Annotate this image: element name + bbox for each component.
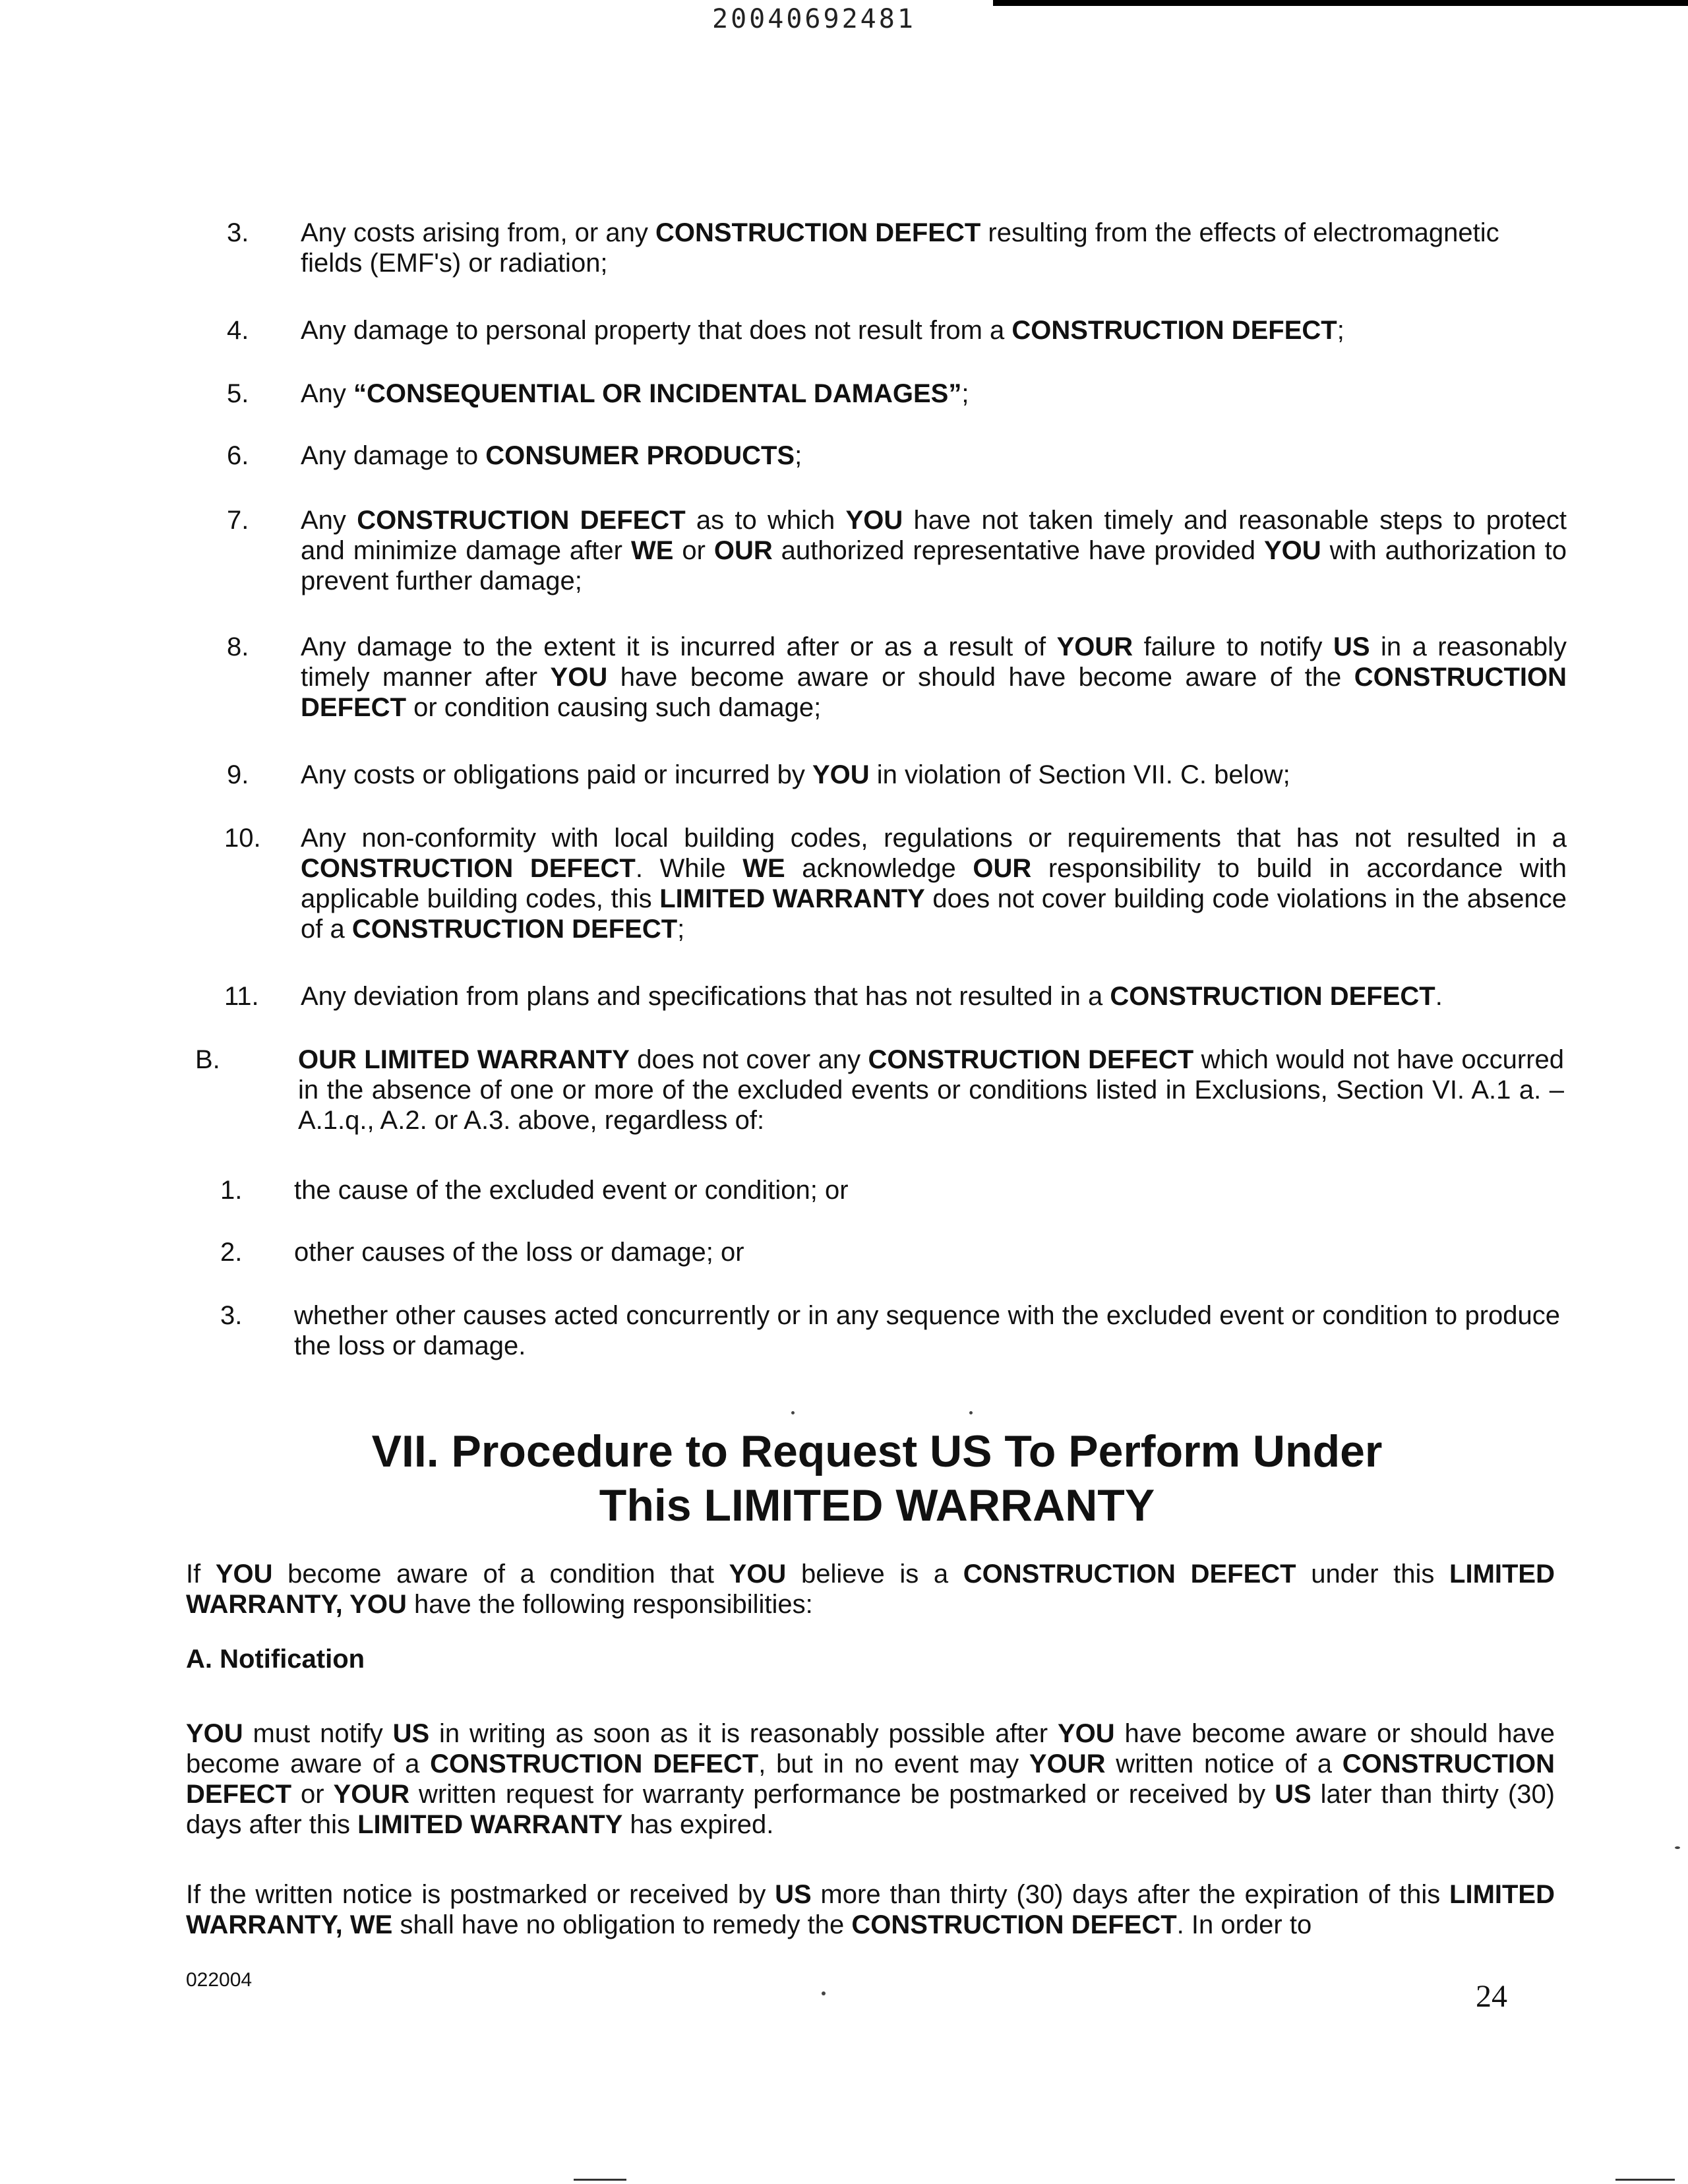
- bold-term: US: [775, 1880, 812, 1909]
- bold-term: US: [1333, 632, 1370, 661]
- bold-term: YOUR: [1029, 1749, 1106, 1778]
- bold-term: WE: [742, 854, 785, 883]
- subheading-notification: A. Notification: [186, 1645, 365, 1674]
- exclusion-item-6: Any damage to CONSUMER PRODUCTS;: [301, 441, 802, 470]
- exclusion-item-10: Any non-conformity with local building codes, regulations or requirements that has not resulted in a CONSTRUCTION DEFECT. While WE acknowledge OUR responsibility to build in accordance with applicable building codes, this LIMITED WARRANTY does not cover building code violations in the absence of a CONSTRUCTION DEFECT;: [301, 824, 1567, 944]
- page-number: 24: [1476, 1979, 1507, 2014]
- bold-term: YOU: [186, 1719, 243, 1748]
- bold-term: YOU: [1057, 1719, 1115, 1748]
- section-intro: If YOU become aware of a condition that YOU believe is a CONSTRUCTION DEFECT under this LIMITED WARRANTY, YOU have the following responsibilities:: [186, 1560, 1555, 1619]
- bold-term: CONSTRUCTION DEFECT: [851, 1910, 1177, 1939]
- scan-speck: [969, 1411, 973, 1414]
- list-number: 7.: [227, 506, 249, 535]
- bold-term: YOUR: [333, 1780, 410, 1809]
- scan-edge-mark: [574, 2179, 626, 2181]
- bold-term: YOU: [1263, 536, 1321, 565]
- bold-term: YOU: [215, 1560, 273, 1589]
- bold-term: LIMITED WARRANTY, WE: [186, 1880, 1555, 1939]
- bold-term: CONSUMER PRODUCTS: [485, 441, 795, 470]
- bold-term: LIMITED WARRANTY: [659, 884, 925, 913]
- bold-term: YOU: [729, 1560, 787, 1589]
- list-number: 10.: [224, 824, 261, 853]
- scan-speck: [822, 1991, 826, 1995]
- exclusion-item-3: Any costs arising from, or any CONSTRUCTION DEFECT resulting from the effects of electromagnetic fields (EMF's) or radiation;: [301, 218, 1499, 278]
- exclusion-item-5: Any “CONSEQUENTIAL OR INCIDENTAL DAMAGES”;: [301, 379, 969, 408]
- list-number: 11.: [224, 982, 259, 1011]
- bold-term: OUR LIMITED WARRANTY: [298, 1045, 630, 1074]
- list-number: 2.: [220, 1238, 243, 1267]
- bold-term: YOUR: [1056, 632, 1133, 661]
- bold-term: CONSTRUCTION DEFECT: [357, 506, 686, 535]
- list-number: 9.: [227, 760, 249, 789]
- section-heading-line-1: VII. Procedure to Request US To Perform Under: [371, 1426, 1383, 1476]
- bold-term: CONSTRUCTION DEFECT: [868, 1045, 1194, 1074]
- bold-term: CONSTRUCTION DEFECT: [655, 218, 981, 247]
- bold-term: YOU: [550, 663, 608, 692]
- bold-term: CONSTRUCTION DEFECT: [1011, 316, 1337, 345]
- exclusion-item-11: Any deviation from plans and specifications that has not resulted in a CONSTRUCTION DEFECT.: [301, 982, 1443, 1011]
- section-heading-line-2: This LIMITED WARRANTY: [599, 1480, 1155, 1531]
- bold-term: CONSTRUCTION DEFECT: [351, 915, 678, 944]
- notification-paragraph-2: If the written notice is postmarked or received by US more than thirty (30) days after the expiration of this LIMITED WARRANTY, WE shall have no obligation to remedy the CONSTRUCTION DEFECT. In order to: [186, 1880, 1555, 1939]
- bold-term: LIMITED WARRANTY, YOU: [186, 1560, 1555, 1619]
- section-b-label: B.: [195, 1045, 220, 1074]
- list-number: 8.: [227, 632, 249, 661]
- bold-term: CONSTRUCTION DEFECT: [963, 1560, 1296, 1589]
- scan-edge-mark: [1615, 2179, 1675, 2181]
- list-number: 3.: [227, 218, 249, 247]
- top-rule: [993, 0, 1688, 6]
- list-number: 4.: [227, 316, 249, 345]
- section-b-text: OUR LIMITED WARRANTY does not cover any CONSTRUCTION DEFECT which would not have occurred in the absence of one or more of the excluded events or conditions listed in Exclusions, Section VI. A.1 a. – A.1.q., A.2. or A.3. above, regardless of:: [298, 1045, 1565, 1135]
- footer-code: 022004: [186, 1969, 253, 1991]
- bold-term: CONSTRUCTION DEFECT: [301, 854, 636, 883]
- bold-term: WE: [630, 536, 674, 565]
- bold-term: CONSTRUCTION DEFECT: [430, 1749, 759, 1778]
- notification-paragraph-1: YOU must notify US in writing as soon as it is reasonably possible after YOU have become aware or should have become aware of a CONSTRUCTION DEFECT, but in no event may YOUR written notice of a CONSTRUCTION DEFECT or YOUR written request for warranty performance be postmarked or received by US later than thirty (30) days after this LIMITED WARRANTY has expired.: [186, 1719, 1555, 1839]
- bold-term: US: [392, 1719, 430, 1748]
- bold-term: LIMITED WARRANTY: [357, 1810, 623, 1839]
- scan-speck: [791, 1411, 795, 1414]
- bold-term: CONSTRUCTION DEFECT: [186, 1749, 1555, 1809]
- list-number: 5.: [227, 379, 249, 408]
- bold-term: US: [1275, 1780, 1311, 1809]
- bold-term: CONSTRUCTION DEFECT: [1110, 982, 1435, 1011]
- exclusion-item-9: Any costs or obligations paid or incurred by YOU in violation of Section VII. C. below;: [301, 760, 1290, 789]
- exclusion-item-7: Any CONSTRUCTION DEFECT as to which YOU have not taken timely and reasonable steps to protect and minimize damage after WE or OUR authorized representative have provided YOU with authorization to prevent further damage;: [301, 506, 1567, 595]
- exclusion-item-4: Any damage to personal property that does not result from a CONSTRUCTION DEFECT;: [301, 316, 1344, 345]
- bold-term: OUR: [713, 536, 773, 565]
- exclusion-item-8: Any damage to the extent it is incurred after or as a result of YOUR failure to notify US in a reasonably timely manner after YOU have become aware or should have become aware of the CONSTRUCTION DEFECT or condition causing such damage;: [301, 632, 1567, 722]
- document-id: 20040692481: [712, 4, 916, 34]
- section-b-item-1: the cause of the excluded event or condition; or: [294, 1176, 849, 1205]
- bold-term: “CONSEQUENTIAL OR INCIDENTAL DAMAGES”: [353, 379, 962, 408]
- bold-term: CONSTRUCTION DEFECT: [301, 663, 1567, 722]
- bold-term: YOU: [812, 760, 870, 789]
- list-number: 6.: [227, 441, 249, 470]
- scan-speck: [1675, 1846, 1680, 1849]
- bold-term: YOU: [845, 506, 903, 535]
- section-b-item-3: whether other causes acted concurrently or in any sequence with the excluded event or condition to produce the loss or damage.: [294, 1301, 1560, 1360]
- section-b-item-2: other causes of the loss or damage; or: [294, 1238, 744, 1267]
- bold-term: OUR: [973, 854, 1032, 883]
- list-number: 3.: [220, 1301, 243, 1330]
- list-number: 1.: [220, 1176, 243, 1205]
